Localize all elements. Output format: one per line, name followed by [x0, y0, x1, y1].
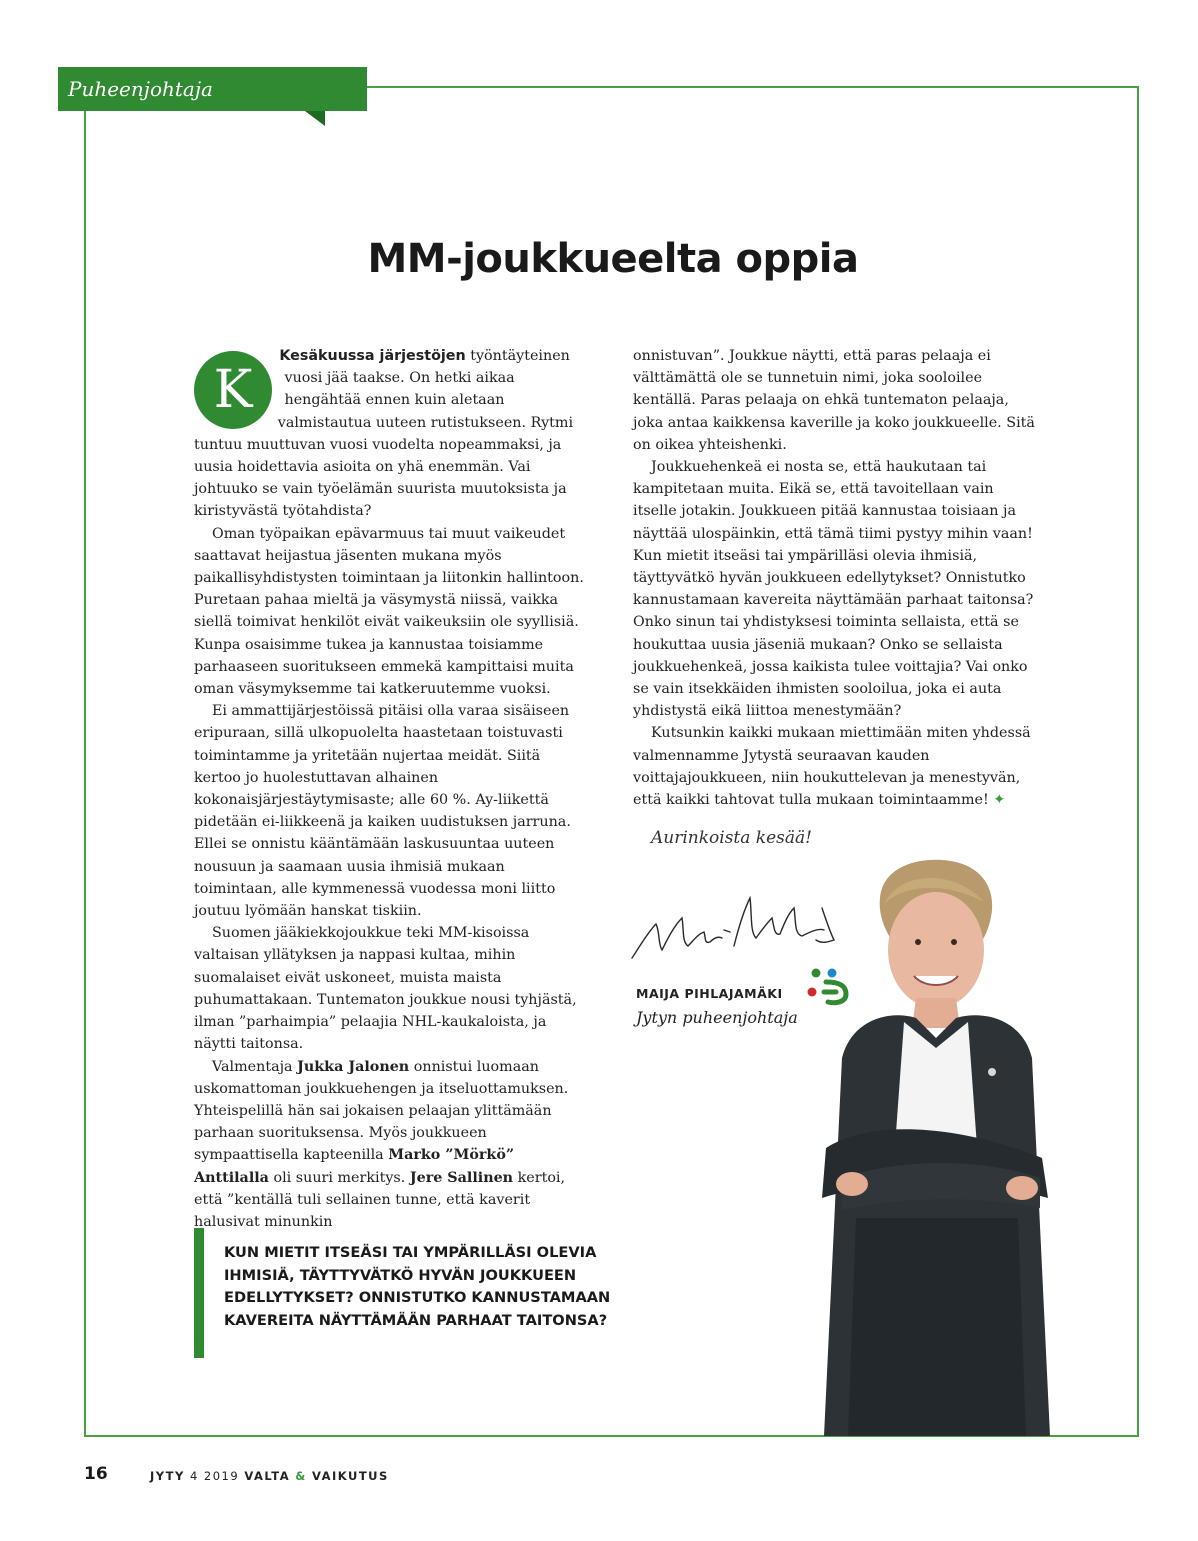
lead-text: Kesäkuussa järjestöjen [279, 348, 466, 364]
article-title: MM-joukkueelta oppia [367, 236, 859, 282]
name-jukka-jalonen: Jukka Jalonen [297, 1058, 410, 1075]
series-b: VAIKUTUS [311, 1469, 389, 1483]
name-marko-anttila: Marko ”Mörkö” Anttilalla [194, 1147, 515, 1186]
paragraph-2: Oman työpaikan epävarmuus tai muut vaikeudet saattavat heijastua jäsenten mukana myös paikallisyhdistysten toimintaan ja liitonkin hallintoon. Puretaan pahaa mieltä ja väsymystä niissä, vaikka siellä toimivat henkilöt eivät vaikeuksiin ole syyllisiä. Kunpa osaisimme tukea ja kannustaa toisiamme parhaaseen suoritukseen emmekä kampittaisi muita oman väsymyksemme tai katkeruutemme vuoksi. [194, 525, 584, 698]
paragraph-5-text-d: oli suuri merkitys. [268, 1169, 410, 1186]
paragraph-3: Ei ammattijärjestöissä pitäisi olla varaa sisäiseen eripuraan, sillä ulkopuolelta haastetaan toistuvasti toimintamme ja yritetään nujertaa meidät. Siitä kertoo jo huolestuttavan alhainen kokonaisjärjestäytymisaste; alle 60 %. Ay-liikettä pidetään ei-liikkeenä ja kaiken uudistuksen jarruna. Ellei se onnistu kääntämään laskusuuntaa uuteen nousuun ja saamaan uusia ihmisiä mukaan toimintaan, alle kymmenessä vuodessa moni liitto joutuu lyömään hanskat tiskiin. [194, 703, 571, 920]
dropcap: K [194, 351, 272, 429]
paragraph-5-text-e: kertoi, että ”kentällä tuli sellainen tunne, että kaverit halusivat minunkin [194, 1169, 566, 1230]
paragraph-7: Joukkuehenkeä ei nosta se, että haukutaan tai kampitetaan muita. Eikä se, että tavoitellaan vain itselle jotakin. Joukkueen pitää kannustaa toisiaan ja näyttää ulospäinkin, että tämä tiimi pystyy mihin vaan! Kun mietit itseäsi tai ympärilläsi olevia ihmisiä, täyttyvätkö hyvän joukkueen edellytykset? Onnistutko kannustamaan kavereita näyttämään parhaat taitonsa? Onko sinun tai yhdistyksesi toiminta sellaista, että se houkuttaa uusia jäseniä mukaan? Onko se sellaista joukkuehenkeä, jossa kaikista tulee voittajia? Vai onko se vain itsekkäiden ihmisten sooloilua, joka ei auta yhdistystä eikä liittoa menestymään? [633, 459, 1034, 720]
magazine-name: JYTY [150, 1469, 185, 1483]
paragraph-1-text: työntäyteinen vuosi jää taakse. On hetki aikaa hengähtää ennen kuin aletaan valmistautua uuteen rutistukseen. Rytmi tuntuu muuttuvan vuosi vuodelta nopeammaksi, ja uusia hoidettavia asioita on yhä enemmän. Vai johtuuko se vain työelämän suurista muutoksista ja kiristyvästä työtahdista? [194, 348, 574, 520]
author-name: MAIJA PIHLAJAMÄKI [636, 986, 783, 1001]
end-mark-icon: ✦ [993, 792, 1006, 809]
section-tab-fold [305, 111, 325, 126]
series-amp: & [295, 1469, 307, 1483]
paragraph-8 [633, 722, 1036, 811]
author-portrait [812, 858, 1062, 1436]
closing-greeting: Aurinkoista kesää! [651, 828, 812, 848]
paragraph-4: Suomen jääkiekkojoukkue teki MM-kisoissa valtaisan yllätyksen ja nappasi kultaa, mihin suomalaiset eivät uskoneet, muista maista puhumattakaan. Tuntematon joukkue nousi tyhjästä, ilman ”parhaimpia” pelaajia NHL-kaukaloista, ja näytti taitonsa. [194, 925, 577, 1053]
section-label: Puheenjohtaja [58, 67, 367, 111]
magazine-footer [150, 1469, 389, 1483]
author-role: Jytyn puheenjohtaja [636, 1008, 798, 1027]
paragraph-8-text: Kutsunkin kaikki mukaan miettimään miten yhdessä valmennamme Jytystä seuraavan kauden voittajajoukkueen, niin houkuttelevan ja menestyvän, että kaikki tahtovat tulla mukaan toimintaamme! [633, 725, 1031, 809]
article-column-left [194, 345, 590, 1233]
paragraph-1 [194, 345, 590, 523]
paragraph-5-text-c: onnistui luomaan uskomattoman joukkuehengen ja itseluottamuksen. Yhteispelillä hän sai jokaisen pelaajan ylittämään parhaan suorituksensa. Myös joukkueen sympaattisella kapteenilla [194, 1058, 569, 1164]
name-jere-sallinen: Jere Sallinen [409, 1169, 514, 1186]
series-a: VALTA [244, 1469, 291, 1483]
paragraph-5-text-a: Valmentaja [212, 1058, 298, 1075]
paragraph-6: onnistuvan”. Joukkue näytti, että paras pelaaja ei välttämättä ole se tunnetuin nimi, joka sooloilee kentällä. Paras pelaaja on ehkä tuntematon pelaaja, joka antaa kaikkensa kaverille ja koko joukkueelle. Sitä on oikea yhteishenki. [633, 348, 1035, 453]
page-number: 16 [84, 1464, 108, 1484]
paragraph-5 [194, 1056, 590, 1234]
pull-quote: KUN MIETIT ITSEÄSI TAI YMPÄRILLÄSI OLEVIA IHMISIÄ, TÄYTTYVÄTKÖ HYVÄN JOUKKUEEN EDELLYTYKSET? ONNISTUTKO KANNUSTAMAAN KAVEREITA NÄYTTÄMÄÄN PARHAAT TAITONSA? [194, 1228, 624, 1358]
article-column-right [633, 345, 1036, 811]
issue-number: 4 2019 [189, 1469, 240, 1483]
